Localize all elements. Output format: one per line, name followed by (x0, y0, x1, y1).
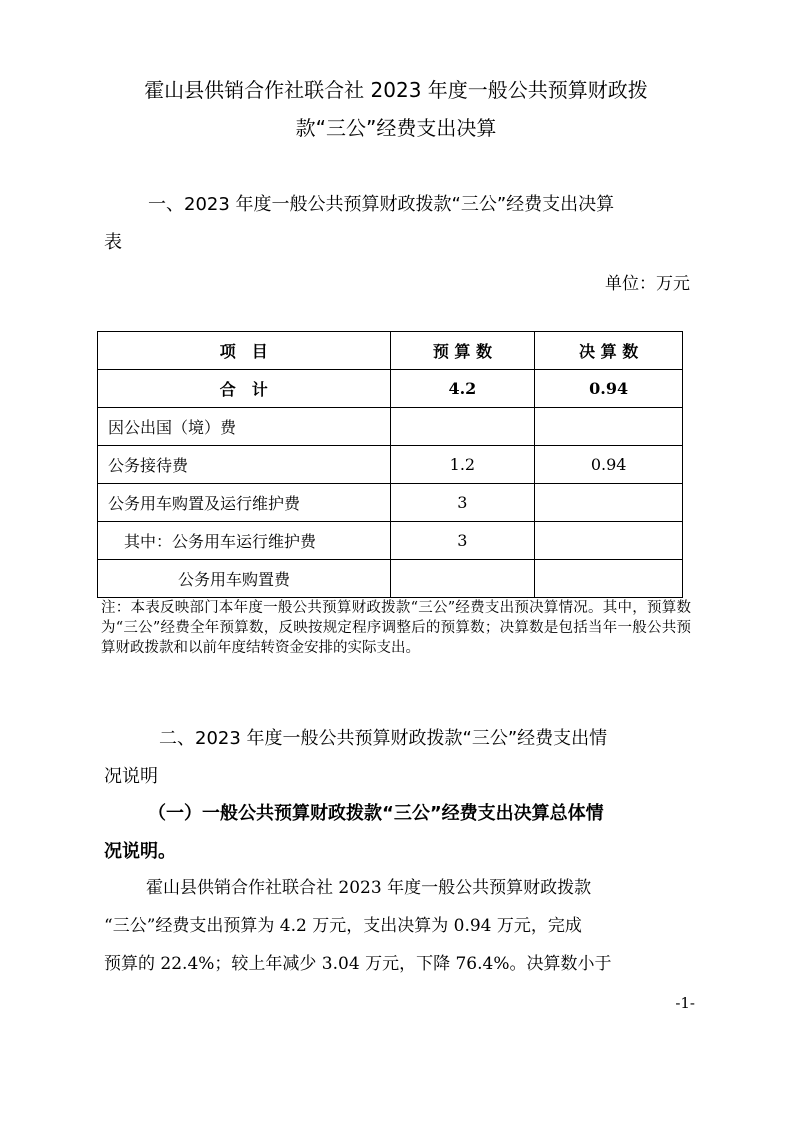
paragraph-line: 霍山县供销合作社联合社 2023 年度一般公共预算财政拨款 (146, 878, 592, 898)
row-final-value: 0.94 (535, 446, 683, 484)
document-title-line1: 霍山县供销合作社联合社 2023 年度一般公共预算财政拨 (144, 78, 648, 102)
section1-heading-cont: 表 (104, 232, 122, 253)
row-final-value (535, 484, 683, 522)
column-header-budget: 预 算 数 (390, 332, 535, 370)
row-item-label: 其中：公务用车运行维护费 (98, 522, 391, 560)
row-final-value: 0.94 (535, 370, 683, 408)
row-item-label: 因公出国（境）费 (98, 408, 391, 446)
table-row (98, 446, 683, 484)
three-public-expenses-table (97, 331, 683, 598)
subsection1-heading: （一）一般公共预算财政拨款“三公”经费支出决算总体情 (148, 803, 604, 824)
row-budget-value: 3 (390, 522, 535, 560)
paragraph-line: 预算的 22.4%；较上年减少 3.04 万元，下降 76.4%。决算数小于 (104, 954, 612, 974)
page-number: -1- (675, 994, 695, 1012)
row-budget-value: 4.2 (390, 370, 535, 408)
table-row (98, 484, 683, 522)
column-header-item: 项 目 (98, 332, 391, 370)
row-item-label: 合 计 (98, 370, 391, 408)
table-row (98, 560, 683, 598)
document-title-line2: 款“三公”经费支出决算 (295, 116, 497, 140)
table-row (98, 522, 683, 560)
section2-heading: 二、2023 年度一般公共预算财政拨款“三公”经费支出情 (159, 728, 608, 749)
column-header-final: 决 算 数 (535, 332, 683, 370)
row-budget-value (390, 408, 535, 446)
row-final-value (535, 408, 683, 446)
paragraph-line: “三公”经费支出预算为 4.2 万元，支出决算为 0.94 万元，完成 (104, 916, 582, 936)
row-budget-value: 1.2 (390, 446, 535, 484)
row-item-label: 公务接待费 (98, 446, 391, 484)
row-item-label: 公务用车购置费 (98, 560, 391, 598)
unit-label: 单位：万元 (605, 274, 690, 294)
table-row (98, 408, 683, 446)
table-note: 注：本表反映部门本年度一般公共预算财政拨款“三公”经费支出预决算情况。其中，预算数为“三公”经费全年预算数，反映按规定程序调整后的预算数；决算数是包括当年一般公共预算财政拨款和以前年度结转资金安排的实际支出。 (101, 600, 691, 656)
row-budget-value: 3 (390, 484, 535, 522)
section2-heading-cont: 况说明 (104, 766, 158, 787)
row-item-label: 公务用车购置及运行维护费 (98, 484, 391, 522)
section1-heading: 一、2023 年度一般公共预算财政拨款“三公”经费支出决算 (148, 194, 615, 215)
table-row-total (98, 370, 683, 408)
subsection1-heading-cont: 况说明。 (104, 841, 176, 862)
table-header-row (98, 332, 683, 370)
row-final-value (535, 560, 683, 598)
row-final-value (535, 522, 683, 560)
row-budget-value (390, 560, 535, 598)
